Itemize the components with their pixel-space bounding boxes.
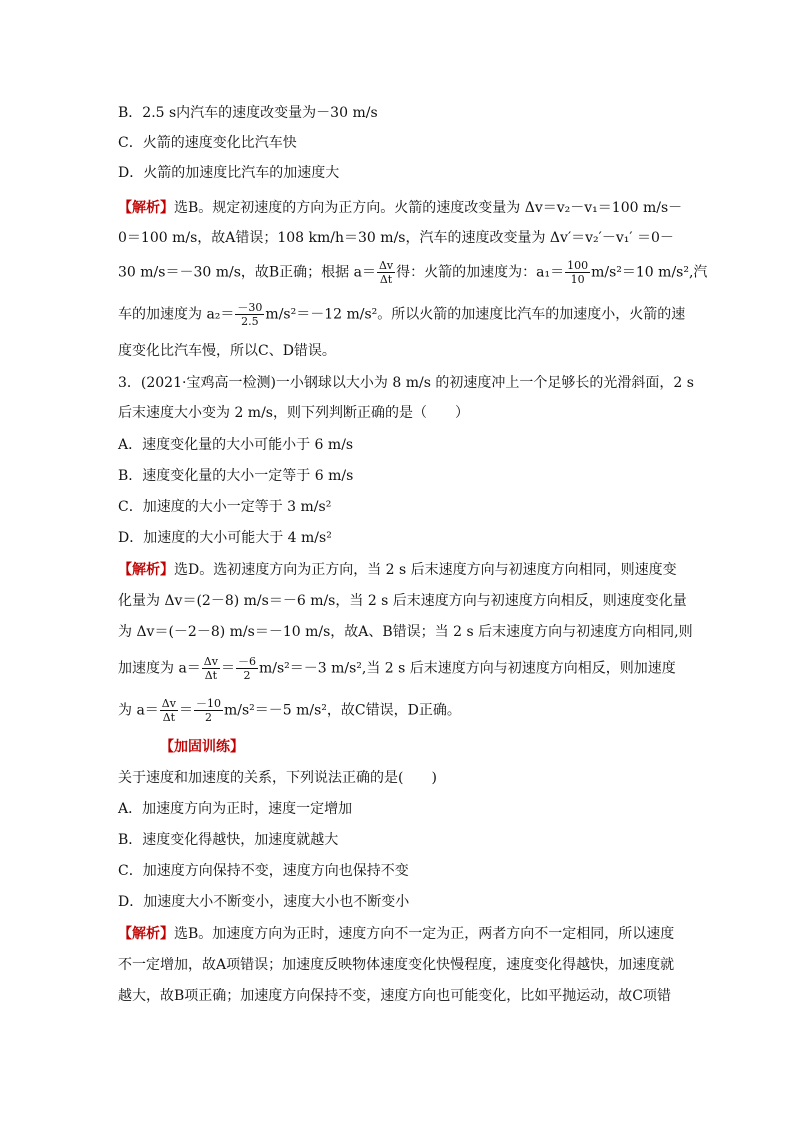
analysis-text: 得：火箭的加速度为：a₁＝ [396,264,565,281]
analysis-line: 为 Δv＝(－2－8) m/s＝－10 m/s，故A、B错误；当 2 s 后末速度方向与初速度方向相同,则 [118,624,693,640]
analysis-line: 不一定增加，故A项错误；加速度反映物体速度变化快慢程度，速度变化得越快，加速度就 [118,957,675,973]
equals-sign: ＝ [178,702,193,719]
option-d: D．加速度大小不断变小，速度大小也不断变小 [118,894,410,910]
option-c: C．火箭的速度变化比汽车快 [118,135,297,151]
analysis-line: 度变化比汽车慢，所以C、D错误。 [118,343,336,359]
fraction-numerator: 100 [567,259,589,272]
fraction [236,655,258,682]
option-d: D．火箭的加速度比汽车的加速度大 [118,165,340,181]
fraction-numerator: －30 [237,301,263,314]
analysis-line: 越大，故B项正确；加速度方向保持不变，速度方向也可能变化，比如平抛运动，故C项错 [118,988,671,1004]
fraction-numerator: －6 [237,655,256,668]
analysis-line [118,301,685,328]
fraction-numerator: Δv [203,655,218,668]
section-heading [160,738,244,756]
fraction-numerator: Δv [378,259,394,272]
analysis-text: 选B。加速度方向为正时，速度方向不一定为正，两者方向不一定相同，所以速度 [174,926,675,942]
fraction [160,697,178,724]
analysis-text: 选B。规定初速度的方向为正方向。火箭的速度改变量为 Δv＝v₂－v₁＝100 m/s－ [174,200,683,216]
fraction [235,301,264,328]
analysis-text: m/s²＝－12 m/s²。所以火箭的加速度比汽车的加速度小，火箭的速 [265,306,686,323]
option-a: A．速度变化量的大小可能小于 6 m/s [118,437,354,453]
fraction-denominator: Δt [204,669,218,682]
option-c: C．加速度方向保持不变，速度方向也保持不变 [118,863,409,879]
analysis-line: 0＝100 m/s，故A错误；108 km/h＝30 m/s，汽车的速度改变量为 Δv′＝v₂′－v₁′ ＝0－ [118,230,674,246]
analysis-line [118,259,707,286]
analysis-text: m/s²＝－3 m/s²,当 2 s 后末速度方向与初速度方向相反，则加速度 [258,660,676,677]
option-b: B．速度变化得越快，加速度就越大 [118,832,339,848]
fraction-denominator: Δt [162,711,176,724]
analysis-tag: 【解析】 [118,926,174,942]
analysis-line [118,655,676,682]
option-b: B．2.5 s内汽车的速度改变量为－30 m/s [118,105,378,121]
option-d: D．加速度的大小可能大于 4 m/s² [118,530,332,546]
analysis-line [118,925,674,943]
analysis-line [118,697,461,724]
fraction-denominator: Δt [379,273,393,286]
analysis-tag: 【解析】 [118,562,174,578]
fraction [194,697,223,724]
analysis-text: 30 m/s＝－30 m/s，故B正确；根据 a＝ [118,264,376,281]
section-heading-text: 【加固训练】 [160,739,244,755]
question-stem: 3．(2021·宝鸡高一检测)一小钢球以大小为 8 m/s 的初速度冲上一个足够长的光滑斜面，2 s [118,375,694,391]
analysis-line: 化量为 Δv＝(2－8) m/s＝－6 m/s，当 2 s 后末速度方向与初速度方向相反，则速度变化量 [118,593,687,609]
analysis-tag: 【解析】 [118,200,174,216]
fraction-denominator: 2 [204,711,212,724]
analysis-text: 加速度为 a＝ [118,660,201,677]
fraction-numerator: －10 [195,697,221,710]
fraction-denominator: 2 [243,669,251,682]
fraction [202,655,220,682]
analysis-text: 为 a＝ [118,702,159,719]
fraction [565,259,590,286]
fraction-denominator: 2.5 [241,315,259,328]
option-b: B．速度变化量的大小一定等于 6 m/s [118,468,354,484]
question-stem: 关于速度和加速度的关系，下列说法正确的是( ) [118,770,437,786]
analysis-text: m/s²＝－5 m/s²，故C错误，D正确。 [223,702,461,719]
fraction-numerator: Δv [161,697,176,710]
analysis-text: m/s²＝10 m/s²,汽 [591,264,708,281]
option-c: C．加速度的大小一定等于 3 m/s² [118,499,332,515]
question-stem: 后末速度大小变为 2 m/s，则下列判断正确的是（ ） [118,405,469,421]
fraction-denominator: 10 [570,273,585,286]
analysis-line [118,561,677,579]
equals-sign: ＝ [220,660,235,677]
fraction [377,259,395,286]
analysis-line [118,199,682,217]
analysis-text: 选D。选初速度方向为正方向，当 2 s 后末速度方向与初速度方向相同，则速度变 [174,562,677,578]
analysis-text: 车的加速度为 a₂＝ [118,306,235,323]
option-a: A．加速度方向为正时，速度一定增加 [118,801,353,817]
